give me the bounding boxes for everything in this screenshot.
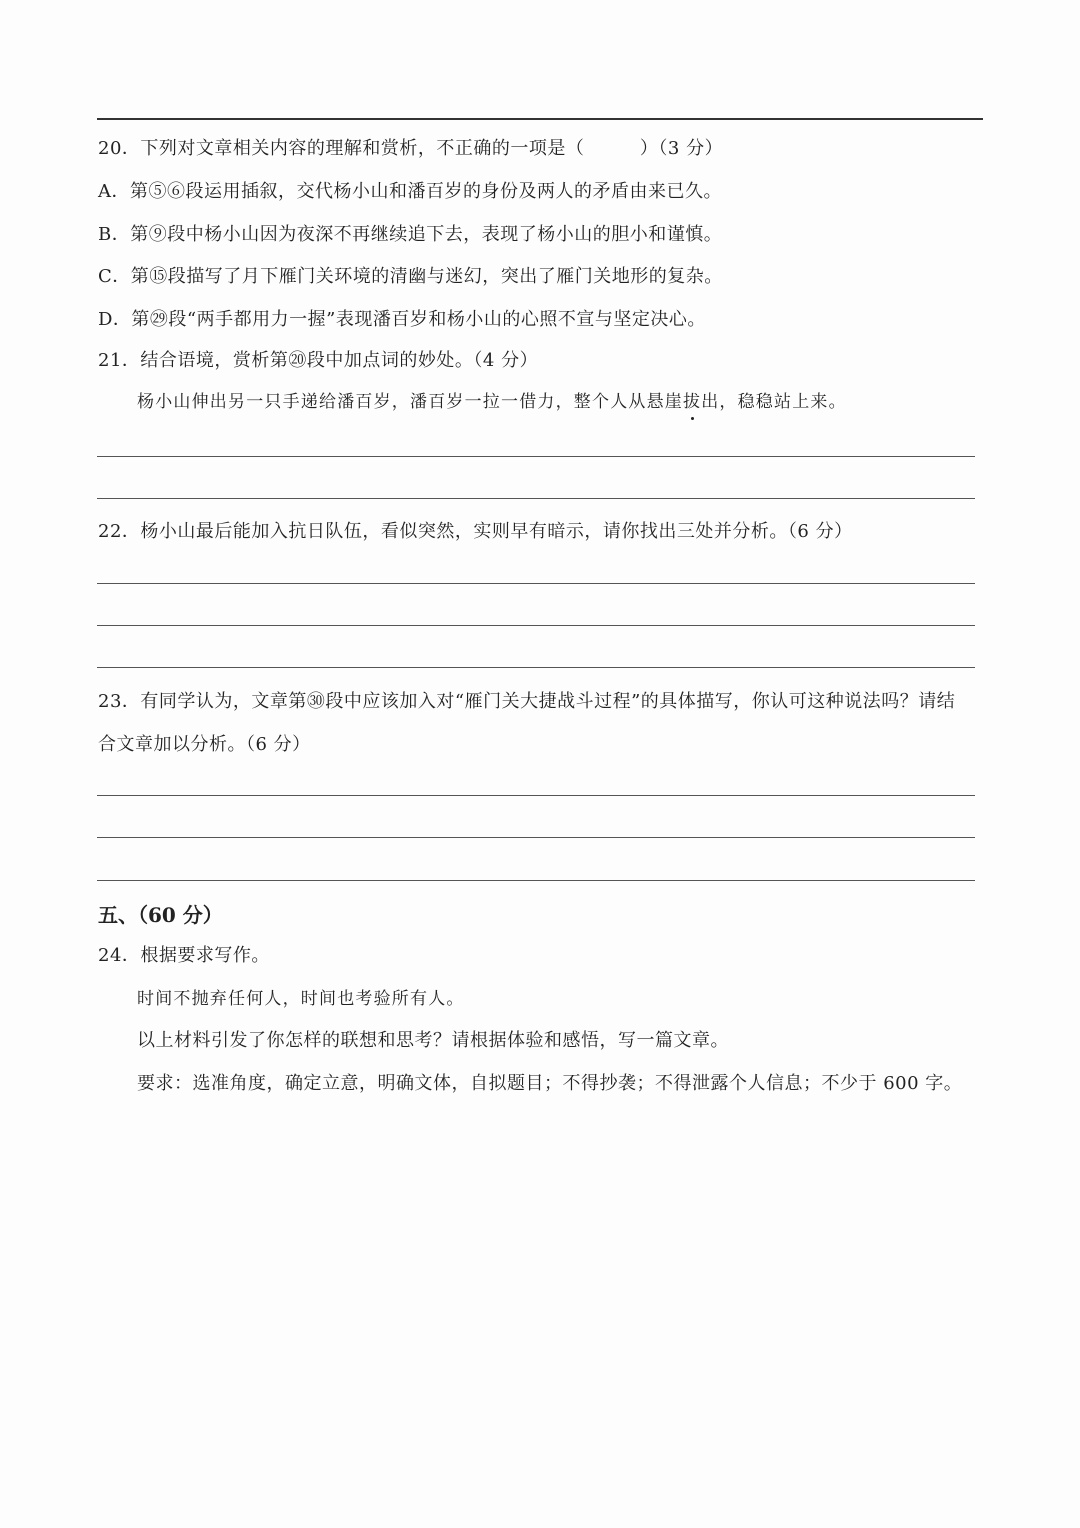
q21-answer-line-2[interactable]	[97, 498, 975, 499]
q21-stem: 21．结合语境，赏析第⑳段中加点词的妙处。（4 分）	[98, 350, 539, 371]
q24-stem: 24．根据要求写作。	[98, 945, 270, 966]
q23-stem-line-2: 合文章加以分析。（6 分）	[98, 734, 311, 755]
top-divider	[97, 118, 983, 120]
q24-requirements: 要求：选准角度，确定立意，明确文体，自拟题目；不得抄袭；不得泄露个人信息；不少于 600 字。	[137, 1073, 963, 1094]
q21-quote-after: 出，稳稳站上来。	[701, 392, 847, 412]
q21-quote-before: 杨小山伸出另一只手递给潘百岁，潘百岁一拉一借力，整个人从悬崖	[137, 392, 683, 412]
q20-stem: 20．下列对文章相关内容的理解和赏析，不正确的一项是（ ）（3 分）	[98, 138, 724, 159]
q22-answer-line-3[interactable]	[97, 667, 975, 668]
q22-answer-line-1[interactable]	[97, 583, 975, 584]
q23-stem-line-1: 23．有同学认为，文章第㉚段中应该加入对“雁门关大捷战斗过程”的具体描写，你认可这种说法吗？请结	[98, 691, 956, 712]
q20-option-d: D．第㉙段“两手都用力一握”表现潘百岁和杨小山的心照不宣与坚定决心。	[98, 309, 706, 330]
q21-quote	[137, 391, 847, 413]
dotted-word: 拔	[683, 392, 702, 412]
q23-answer-line-2[interactable]	[97, 837, 975, 838]
q22-answer-line-2[interactable]	[97, 625, 975, 626]
q20-option-b: B．第⑨段中杨小山因为夜深不再继续追下去，表现了杨小山的胆小和谨慎。	[98, 224, 723, 245]
section-heading: 五、（60 分）	[98, 903, 223, 927]
q21-answer-line-1[interactable]	[97, 456, 975, 457]
q23-answer-line-3[interactable]	[97, 880, 975, 881]
q20-option-c: C．第⑮段描写了月下雁门关环境的清幽与迷幻，突出了雁门关地形的复杂。	[98, 266, 723, 287]
q24-material: 时间不抛弃任何人，时间也考验所有人。	[137, 989, 465, 1009]
q23-answer-line-1[interactable]	[97, 795, 975, 796]
q22-stem: 22．杨小山最后能加入抗日队伍，看似突然，实则早有暗示，请你找出三处并分析。（6 分）	[98, 521, 853, 542]
q24-prompt: 以上材料引发了你怎样的联想和思考？请根据体验和感悟，写一篇文章。	[137, 1030, 729, 1051]
q20-option-a: A．第⑤⑥段运用插叙，交代杨小山和潘百岁的身份及两人的矛盾由来已久。	[98, 181, 722, 202]
